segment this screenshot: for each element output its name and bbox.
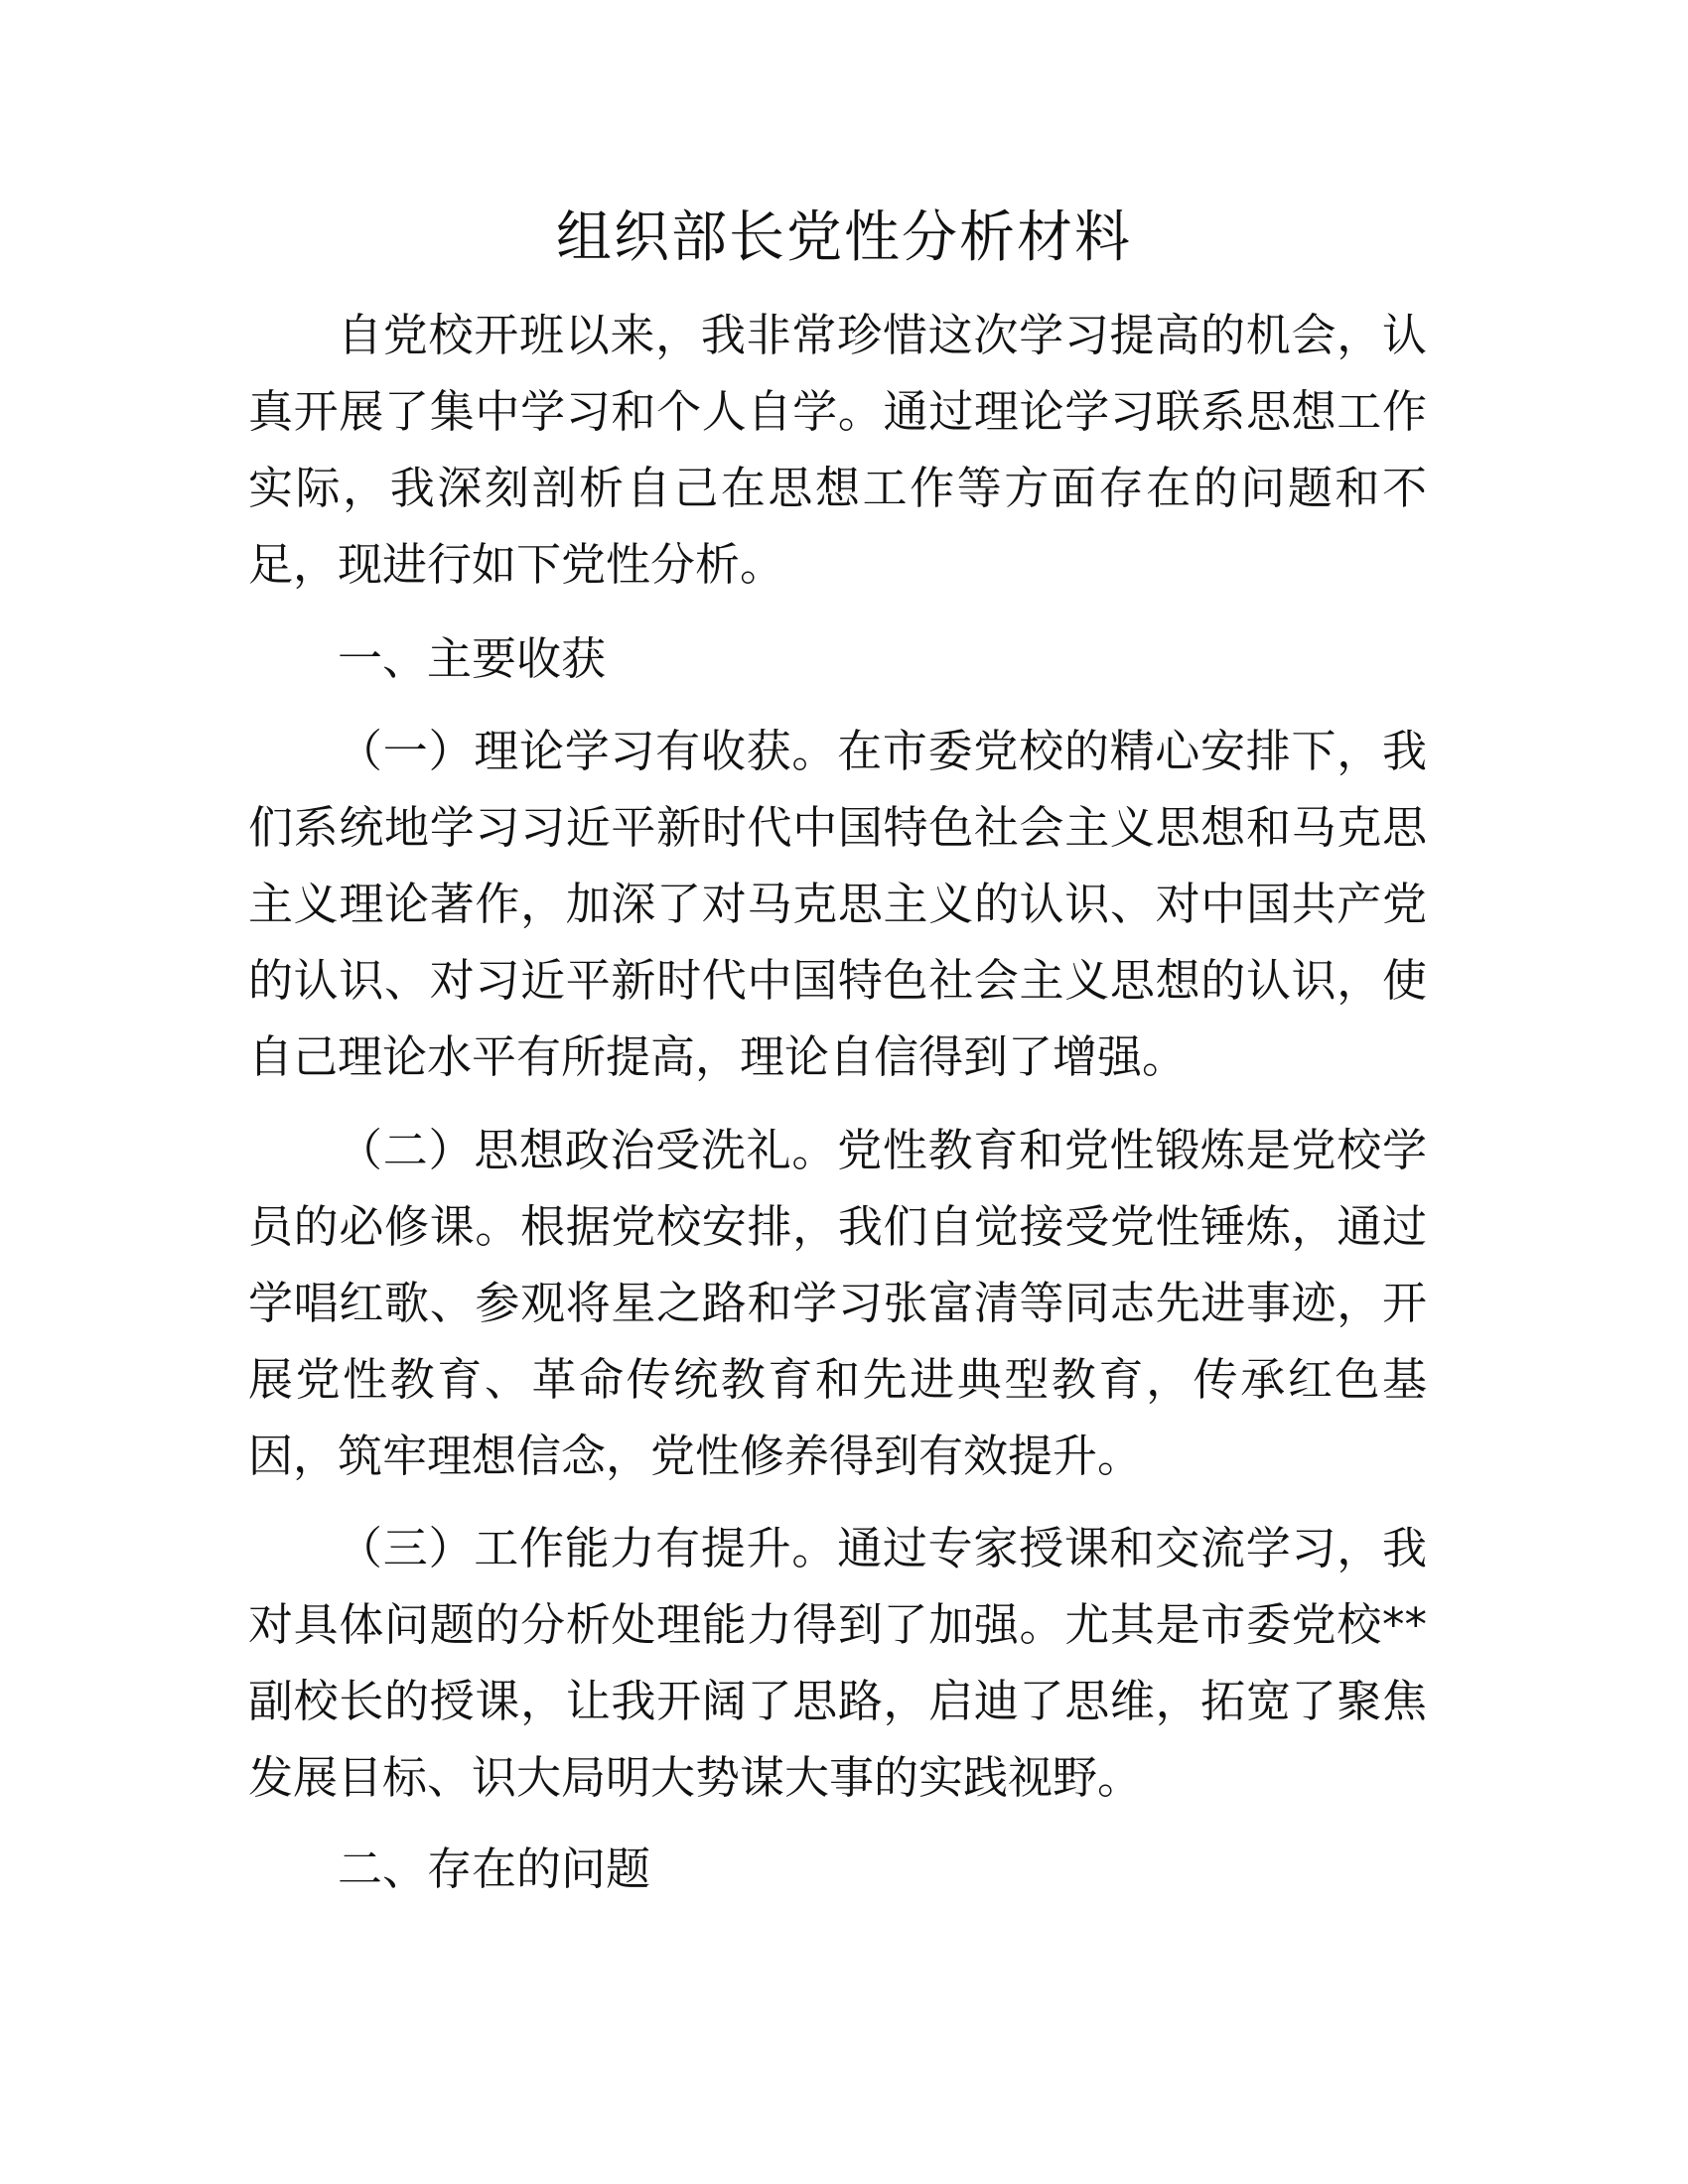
paragraph-theory-study: （一）理论学习有收获。在市委党校的精心安排下，我们系统地学习习近平新时代中国特色社会主义思想和马克思主义理论著作，加深了对马克思主义的认识、对中国共产党的认识、对习近平新时代中国特色社会主义思想的认识，使自己理论水平有所提高，理论自信得到了增强。 (248, 725, 1427, 1083)
document-title: 组织部长党性分析材料 (556, 205, 1132, 270)
paragraph-political-thought: （二）思想政治受洗礼。党性教育和党性锻炼是党校学员的必修课。根据党校安排，我们自觉接受党性锤炼，通过学唱红歌、参观将星之路和学习张富清等同志先进事迹，开展党性教育、革命传统教育和先进典型教育，传承红色基因，筑牢理想信念，党性修养得到有效提升。 (248, 1124, 1427, 1482)
paragraph-work-ability: （三）工作能力有提升。通过专家授课和交流学习，我对具体问题的分析处理能力得到了加强。尤其是市委党校**副校长的授课，让我开阔了思路，启迪了思维，拓宽了聚焦发展目标、识大局明大势谋大事的实践视野。 (248, 1522, 1427, 1804)
section-heading-main-gains: 一、主要收获 (338, 632, 607, 685)
intro-paragraph: 自党校开班以来，我非常珍惜这次学习提高的机会，认真开展了集中学习和个人自学。通过理论学习联系思想工作实际，我深刻剖析自己在思想工作等方面存在的问题和不足，现进行如下党性分析。 (248, 309, 1427, 591)
section-heading-problems: 二、存在的问题 (338, 1843, 651, 1895)
